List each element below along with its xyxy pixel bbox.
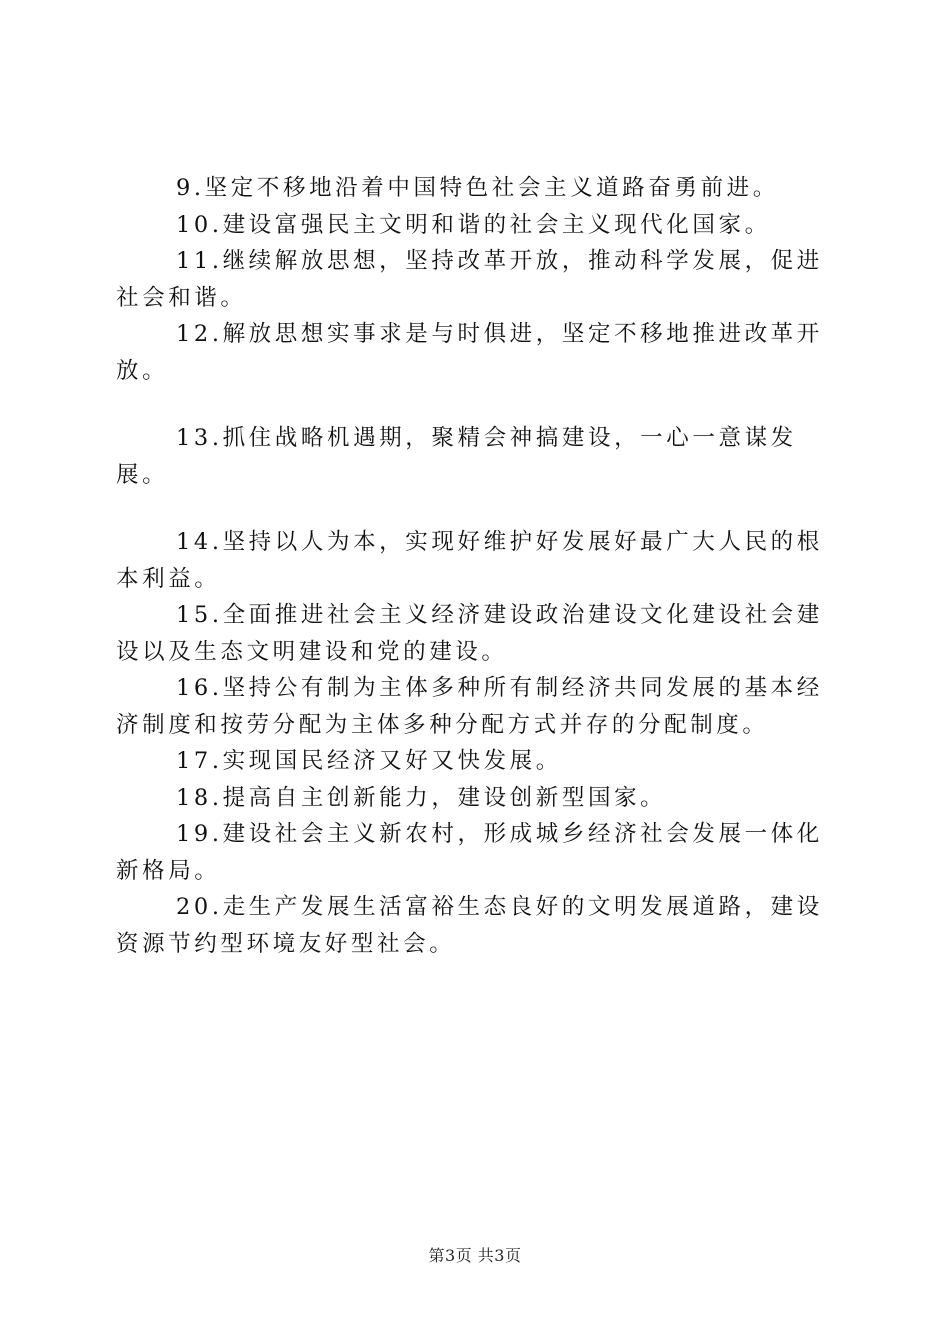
document-body <box>116 170 836 962</box>
paragraph-item-10: 10.建设富强民主文明和谐的社会主义现代化国家。 <box>176 211 771 238</box>
paragraph-item-15: 15.全面推进社会主义经济建设政治建设文化建设社会建设以及生态文明建设和党的建设。 <box>116 602 823 665</box>
paragraph-item-13: 13.抓住战略机遇期，聚精会神搞建设，一心一意谋发展。 <box>116 425 797 488</box>
paragraph-item-20: 20.走生产发展生活富裕生态良好的文明发展道路，建设资源节约型环境友好型社会。 <box>116 894 823 957</box>
paragraph-item-14: 14.坚持以人为本，实现好维护好发展好最广大人民的根本利益。 <box>116 529 823 592</box>
paragraph-item-18: 18.提高自主创新能力，建设创新型国家。 <box>176 784 667 811</box>
paragraph-item-12: 12.解放思想实事求是与时俱进，坚定不移地推进改革开放。 <box>116 321 823 384</box>
paragraph-item-19: 19.建设社会主义新农村，形成城乡经济社会发展一体化新格局。 <box>116 821 823 884</box>
paragraph-item-16: 16.坚持公有制为主体多种所有制经济共同发展的基本经济制度和按劳分配为主体多种分配方式并存的分配制度。 <box>116 675 823 738</box>
paragraph-item-17: 17.实现国民经济又好又快发展。 <box>176 748 562 774</box>
page-number-footer: 第3页 共3页 <box>428 1246 522 1265</box>
paragraph-item-11: 11.继续解放思想，坚持改革开放，推动科学发展，促进社会和谐。 <box>116 248 823 311</box>
paragraph-item-9: 9.坚定不移地沿着中国特色社会主义道路奋勇前进。 <box>176 175 779 201</box>
